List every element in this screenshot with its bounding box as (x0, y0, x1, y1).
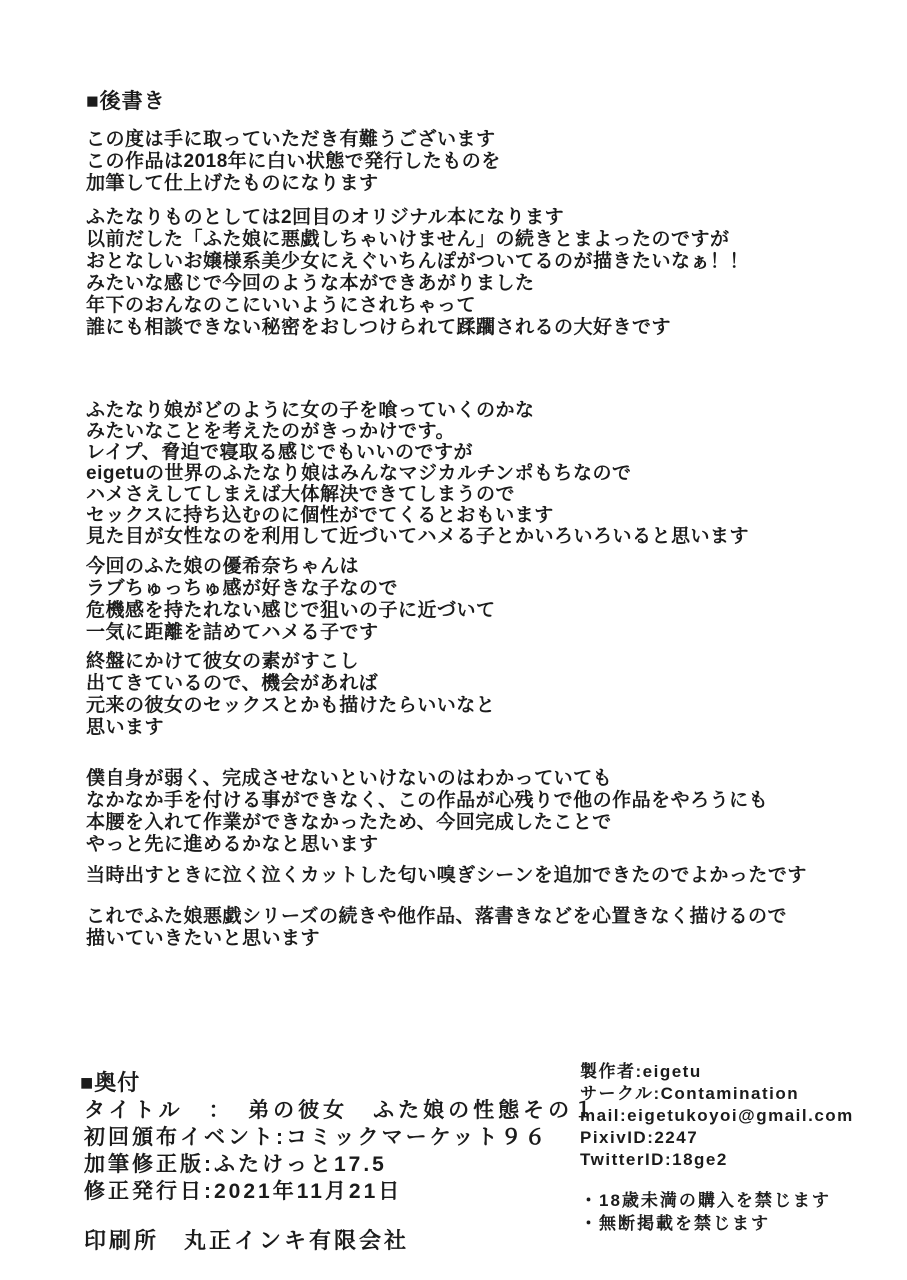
text-line: ふたなり娘がどのように女の子を喰っていくのかな (86, 400, 535, 421)
text-line: 以前だした「ふた娘に悪戯しちゃいけません」の続きとまよったのですが (86, 229, 730, 250)
credit-circle-line: サークル:Contamination (580, 1084, 800, 1103)
text-line: レイプ、脅迫で寝取る感じでもいいのですが (86, 442, 473, 463)
afterword-paragraph-8 (86, 906, 787, 950)
afterword-paragraph-2 (86, 207, 749, 339)
colophon-title-line: タイトル ： 弟の彼女 ふた娘の性態その１ (84, 1099, 599, 1122)
text-line: この作品は2018年に白い状態で発行したものを (86, 151, 501, 172)
text-line: 加筆して仕上げたものになります (86, 173, 379, 194)
text-line: 描いていきたいと思います (86, 928, 321, 949)
text-line: やっと先に進めるかなと思います (86, 834, 379, 855)
text-line: 元来の彼女のセックスとかも描けたらいいなと (86, 695, 496, 716)
credits-block (580, 1061, 854, 1171)
text-line: この度は手に取っていただき有難うございます (86, 129, 496, 150)
text-line: 見た目が女性なのを利用して近づいてハメる子とかいろいろいると思います (86, 526, 750, 547)
text-line: 本腰を入れて作業ができなかったため、今回完成したことで (86, 812, 612, 833)
text-line: みたいなことを考えたのがきっかけです。 (86, 421, 455, 442)
credit-mail-line: mail:eigetukoyoi@gmail.com (580, 1106, 854, 1125)
text-line: 出てきているので、機会があれば (86, 673, 379, 694)
text-line: ハメさえしてしまえば大体解決できてしまうので (86, 484, 516, 505)
text-line: おとなしいお嬢様系美少女にえぐいちんぽがついてるのが描きたいなぁ！！ (86, 251, 750, 272)
text-line: ふたなりものとしては2回目のオリジナル本になります (86, 207, 565, 228)
afterword-paragraph-3 (86, 400, 749, 547)
text-line: 一気に距離を詰めてハメる子です (86, 622, 379, 643)
notice-line: ・無断掲載を禁じます (580, 1214, 770, 1233)
text-line: 終盤にかけて彼女の素がすこし (86, 651, 360, 672)
afterword-paragraph-6 (86, 768, 768, 856)
text-line: 危機感を持たれない感じで狙いの子に近づいて (86, 600, 496, 621)
credit-pixiv-line: PixivID:2247 (580, 1128, 699, 1147)
afterword-paragraph-5 (86, 651, 495, 739)
text-line: 僕自身が弱く、完成させないといけないのはわかっていても (86, 768, 613, 789)
afterword-paragraph-1 (86, 129, 501, 195)
text-line: ラブちゅっちゅ感が好きな子なので (86, 578, 399, 599)
text-line: なかなか手を付ける事ができなく、この作品が心残りで他の作品をやろうにも (86, 790, 769, 811)
text-line: 今回のふた娘の優希奈ちゃんは (86, 556, 360, 577)
text-line: セックスに持ち込むのに個性がでてくるとおもいます (86, 505, 554, 526)
text-line: eigetuの世界のふたなり娘はみんなマジカルチンポもちなので (86, 463, 632, 484)
afterword-paragraph-4 (86, 556, 496, 644)
text-line: 誰にも相談できない秘密をおしつけられて蹂躙されるの大好きです (86, 317, 672, 338)
afterword-paragraph-7 (86, 865, 807, 887)
credit-author-line: 製作者:eigetu (580, 1062, 702, 1081)
colophon-date-line: 修正発行日:2021年11月21日 (84, 1180, 403, 1203)
colophon-heading: ■奥付 (80, 1070, 141, 1095)
colophon-printer-line: 印刷所 丸正インキ有限会社 (84, 1228, 410, 1253)
text-line: 年下のおんなのこにいいようにされちゃって (86, 295, 477, 316)
text-line: これでふた娘悪戯シリーズの続きや他作品、落書きなどを心置きなく描けるので (86, 906, 788, 927)
text-line: みたいな感じで今回のような本ができあがりました (86, 273, 535, 294)
afterword-heading: ■後書き (86, 90, 166, 113)
colophon-details (84, 1097, 598, 1205)
text-line: 当時出すときに泣く泣くカットした匂い嗅ぎシーンを追加できたのでよかったです (86, 865, 807, 886)
notice-line: ・18歳未満の購入を禁じます (580, 1191, 831, 1210)
notices-block (580, 1189, 831, 1235)
text-line: 思います (86, 717, 165, 738)
credit-twitter-line: TwitterID:18ge2 (580, 1150, 728, 1169)
colophon-revision-line: 加筆修正版:ふたけっと17.5 (84, 1153, 387, 1176)
colophon-event-line: 初回頒布イベント:コミックマーケット９６ (84, 1126, 549, 1149)
